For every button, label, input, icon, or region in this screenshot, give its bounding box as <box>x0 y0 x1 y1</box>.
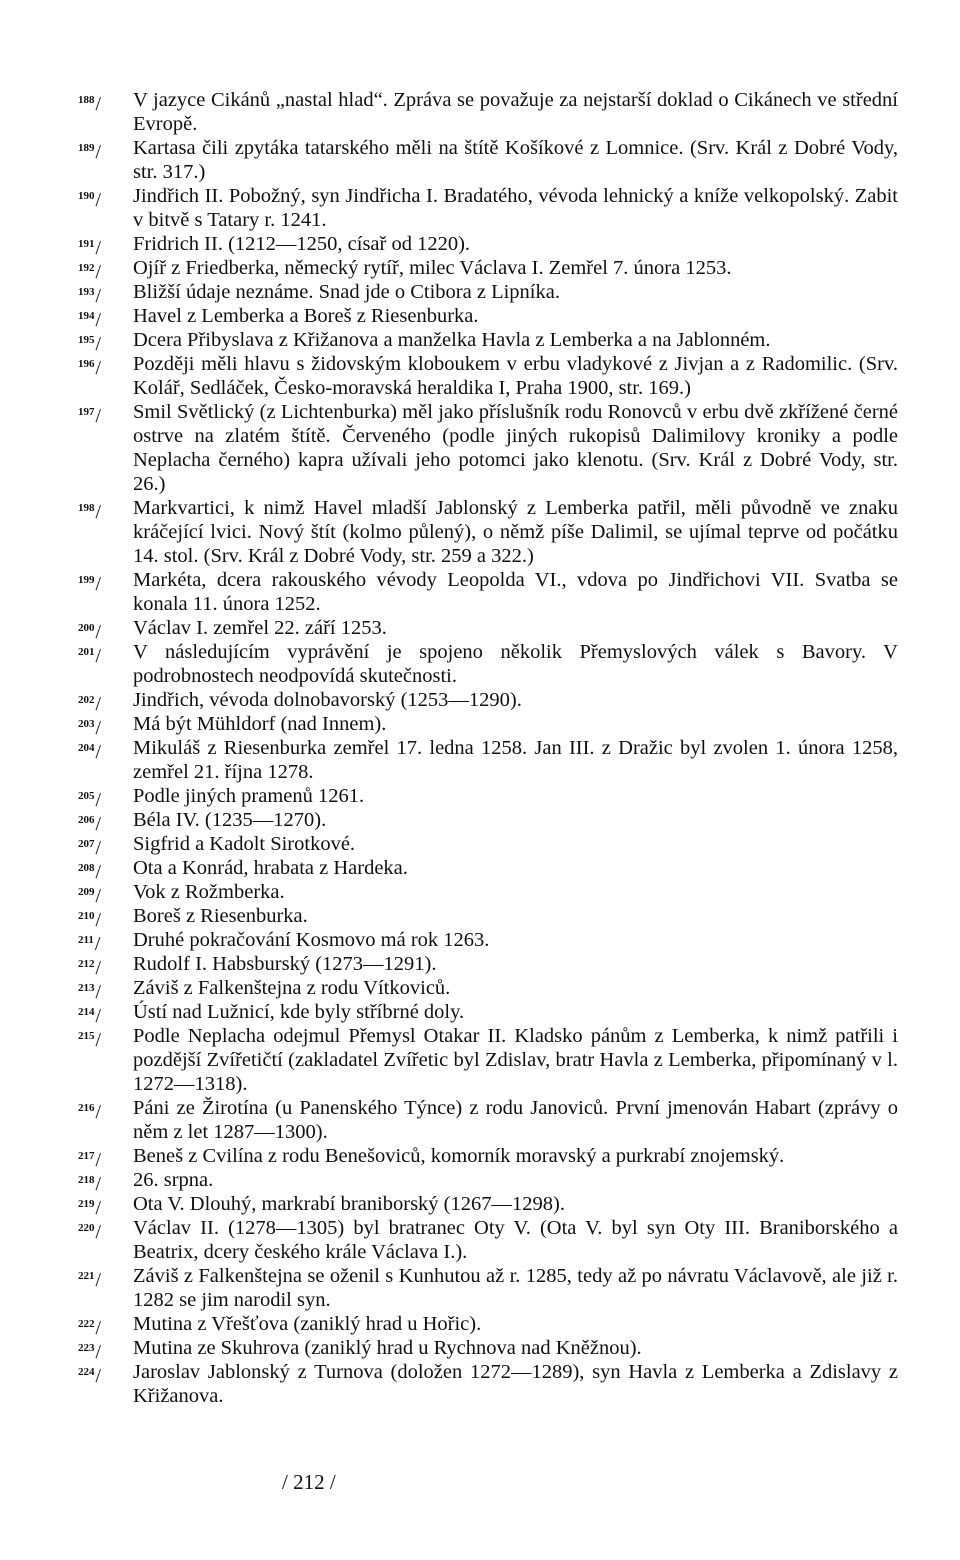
footnote-number: $^{216}$/ <box>78 1101 102 1123</box>
footnote-number-label: 215 <box>78 1030 95 1042</box>
footnote-text: Dcera Přibyslava z Křižanova a manželka Havla z Lemberka a na Jablonném. <box>133 329 771 351</box>
footnote-text: Páni ze Žirotína (u Panenského Týnce) z rodu Janoviců. První jmenován Habart (zprávy o něm z let 1287—1300). <box>133 1097 898 1143</box>
footnote-220 <box>0 1216 960 1264</box>
page <box>0 88 960 1408</box>
footnote-221 <box>0 1264 960 1312</box>
footnote-number-label: 205 <box>78 790 95 802</box>
footnote-193 <box>0 280 960 307</box>
footnote-209 <box>0 880 960 907</box>
footnote-number-label: 211 <box>78 934 94 946</box>
footnote-text: Jaroslav Jablonský z Turnova (doložen 1272—1289), syn Havla z Lemberka a Zdislavy z Křižanova. <box>133 1361 898 1407</box>
footnote-number-label: 194 <box>78 310 95 322</box>
footnote-text: Jindřich II. Pobožný, syn Jindřicha I. Bradatého, vévoda lehnický a kníže velkopolský. Zabit v bitvě s Tatary r. 1241. <box>133 185 898 231</box>
footnote-text: Později měli hlavu s židovským kloboukem v erbu vladykové z Jivjan a z Radomilic. (Srv. Kolář, Sedláček, Česko-moravská heraldika I, Praha 1900, str. 169.) <box>133 353 898 399</box>
footnote-text: Vok z Rožmberka. <box>133 881 285 903</box>
footnote-191 <box>0 232 960 259</box>
footnote-214 <box>0 1000 960 1027</box>
footnote-text: 26. srpna. <box>133 1169 214 1191</box>
footnote-199 <box>0 568 960 616</box>
footnote-number: $^{195}$/ <box>78 333 102 355</box>
footnote-211 <box>0 928 960 955</box>
footnote-number: $^{211}$/ <box>78 933 101 955</box>
footnote-number-label: 206 <box>78 814 95 826</box>
footnote-number-label: 203 <box>78 718 95 730</box>
footnote-text: Sigfrid a Kadolt Sirotkové. <box>133 833 356 855</box>
footnote-text: Markvartici, k nimž Havel mladší Jablonský z Lemberka patřil, měli původně ve znaku kráčející lvici. Nový štít (kolmo půlený), o němž píše Dalimil, se ujímal teprve od počátku 14. stol. (Srv. Král z Dobré Vody, str. 259 a 322.) <box>133 497 898 567</box>
footnote-number: $^{192}$/ <box>78 261 102 283</box>
footnote-text: Ojíř z Friedberka, německý rytíř, milec Václava I. Zemřel 7. února 1253. <box>133 257 732 279</box>
footnote-number: $^{189}$/ <box>78 141 102 163</box>
footnote-number: $^{222}$/ <box>78 1317 102 1339</box>
footnote-number: $^{218}$/ <box>78 1173 102 1195</box>
footnote-number: $^{214}$/ <box>78 1005 102 1027</box>
footnote-text: Havel z Lemberka a Boreš z Riesenburka. <box>133 305 479 327</box>
footnote-192 <box>0 256 960 283</box>
footnote-217 <box>0 1144 960 1171</box>
footnote-number: $^{204}$/ <box>78 741 102 763</box>
footnotes-list <box>0 88 960 1408</box>
footnote-number: $^{197}$/ <box>78 405 102 427</box>
footnote-205 <box>0 784 960 811</box>
footnote-text: Boreš z Riesenburka. <box>133 905 308 927</box>
footnote-190 <box>0 184 960 232</box>
footnote-number-label: 219 <box>78 1198 95 1210</box>
footnote-207 <box>0 832 960 859</box>
footnote-number: $^{198}$/ <box>78 501 102 523</box>
footnote-number: $^{209}$/ <box>78 885 102 907</box>
footnote-number: $^{213}$/ <box>78 981 102 1003</box>
footnote-number: $^{188}$/ <box>78 93 102 115</box>
footnote-196 <box>0 352 960 400</box>
footnote-222 <box>0 1312 960 1339</box>
footnote-text: Beneš z Cvilína z rodu Benešoviců, komorník moravský a purkrabí znojemský. <box>133 1145 785 1167</box>
footnote-text: Kartasa čili zpytáka tatarského měli na štítě Košíkové z Lomnice. (Srv. Král z Dobré Vody, str. 317.) <box>133 137 898 183</box>
footnote-number-label: 190 <box>78 190 95 202</box>
footnote-number: $^{203}$/ <box>78 717 102 739</box>
footnote-201 <box>0 640 960 688</box>
footnote-number-label: 216 <box>78 1102 95 1114</box>
footnote-number-label: 213 <box>78 982 95 994</box>
footnote-number: $^{194}$/ <box>78 309 102 331</box>
footnote-number-label: 214 <box>78 1006 95 1018</box>
footnote-text: Béla IV. (1235—1270). <box>133 809 327 831</box>
footnote-text: V následujícím vyprávění je spojeno několik Přemyslových válek s Bavory. V podrobnostech neodpovídá skutečnosti. <box>133 641 898 687</box>
footnote-text: Má být Mühldorf (nad Innem). <box>133 713 387 735</box>
footnote-number-label: 195 <box>78 334 95 346</box>
footnote-194 <box>0 304 960 331</box>
footnote-number: $^{207}$/ <box>78 837 102 859</box>
footnote-text: Záviš z Falkenštejna z rodu Vítkoviců. <box>133 977 451 999</box>
footnote-216 <box>0 1096 960 1144</box>
footnote-195 <box>0 328 960 355</box>
footnote-number-label: 204 <box>78 742 95 754</box>
footnote-number-label: 224 <box>78 1366 95 1378</box>
footnote-text: Jindřich, vévoda dolnobavorský (1253—1290). <box>133 689 522 711</box>
footnote-number-label: 210 <box>78 910 95 922</box>
footnote-number-label: 221 <box>78 1270 95 1282</box>
footnote-number: $^{210}$/ <box>78 909 102 931</box>
footnote-text: Ota V. Dlouhý, markrabí braniborský (1267—1298). <box>133 1193 565 1215</box>
footnote-number: $^{219}$/ <box>78 1197 102 1219</box>
footnote-number-label: 193 <box>78 286 95 298</box>
footnote-number: $^{200}$/ <box>78 621 102 643</box>
footnote-text: Mutina z Vřešťova (zaniklý hrad u Hořic). <box>133 1313 482 1335</box>
footnote-number-label: 207 <box>78 838 95 850</box>
footnote-197 <box>0 400 960 496</box>
footnote-text: Fridrich II. (1212—1250, císař od 1220). <box>133 233 471 255</box>
footnote-number-label: 196 <box>78 358 95 370</box>
footnote-189 <box>0 136 960 184</box>
footnote-number: $^{223}$/ <box>78 1341 102 1363</box>
footnote-text: Podle jiných pramenů 1261. <box>133 785 365 807</box>
page-number: / 212 / <box>282 1470 336 1494</box>
footnote-number-label: 217 <box>78 1150 95 1162</box>
footnote-number: $^{206}$/ <box>78 813 102 835</box>
footnote-number-label: 198 <box>78 502 95 514</box>
footnote-number: $^{205}$/ <box>78 789 102 811</box>
footnote-213 <box>0 976 960 1003</box>
footnote-224 <box>0 1360 960 1408</box>
footnote-text: Markéta, dcera rakouského vévody Leopolda VI., vdova po Jindřichovi VII. Svatba se konala 11. února 1252. <box>133 569 898 615</box>
footnote-number: $^{224}$/ <box>78 1365 102 1387</box>
footnote-208 <box>0 856 960 883</box>
footnote-198 <box>0 496 960 568</box>
footnote-number-label: 208 <box>78 862 95 874</box>
footnote-206 <box>0 808 960 835</box>
footnote-number: $^{199}$/ <box>78 573 102 595</box>
footnote-204 <box>0 736 960 784</box>
footnote-number: $^{215}$/ <box>78 1029 102 1051</box>
footnote-text: Podle Neplacha odejmul Přemysl Otakar II. Kladsko pánům z Lemberka, k nimž patřili i pozdější Zvířetičtí (zakladatel Zvířetic byl Zdislav, bratr Havla z Lemberka, připomínaný v l. 1272—1318). <box>133 1025 898 1095</box>
footnote-text: Záviš z Falkenštejna se oženil s Kunhutou až r. 1285, tedy až po návratu Václavově, ale již r. 1282 se jim narodil syn. <box>133 1265 898 1311</box>
footnote-text: V jazyce Cikánů „nastal hlad“. Zpráva se považuje za nejstarší doklad o Cikánech ve střední Evropě. <box>133 89 898 135</box>
footnote-text: Rudolf I. Habsburský (1273—1291). <box>133 953 437 975</box>
footnote-188 <box>0 88 960 136</box>
footnote-number: $^{221}$/ <box>78 1269 102 1291</box>
footnote-number: $^{217}$/ <box>78 1149 102 1171</box>
footnote-210 <box>0 904 960 931</box>
footnote-number-label: 200 <box>78 622 95 634</box>
footnote-text: Druhé pokračování Kosmovo má rok 1263. <box>133 929 490 951</box>
footnote-number-label: 222 <box>78 1318 95 1330</box>
footnote-number: $^{191}$/ <box>78 237 102 259</box>
footnote-text: Mutina ze Skuhrova (zaniklý hrad u Rychnova nad Kněžnou). <box>133 1337 642 1359</box>
footnote-text: Václav I. zemřel 22. září 1253. <box>133 617 387 639</box>
footnote-number-label: 218 <box>78 1174 95 1186</box>
footnote-number: $^{208}$/ <box>78 861 102 883</box>
footnote-number-label: 209 <box>78 886 95 898</box>
footnote-text: Ota a Konrád, hrabata z Hardeka. <box>133 857 408 879</box>
footnote-219 <box>0 1192 960 1219</box>
footnote-number: $^{202}$/ <box>78 693 102 715</box>
footnote-text: Václav II. (1278—1305) byl bratranec Oty V. (Ota V. byl syn Oty III. Braniborského a Beatrix, dcery českého krále Václava I.). <box>133 1217 898 1263</box>
footnote-number: $^{190}$/ <box>78 189 102 211</box>
footnote-number-label: 201 <box>78 646 95 658</box>
footnote-203 <box>0 712 960 739</box>
footnote-text: Ústí nad Lužnicí, kde byly stříbrné doly. <box>133 1001 465 1023</box>
footnote-text: Mikuláš z Riesenburka zemřel 17. ledna 1258. Jan III. z Dražic byl zvolen 1. února 1258, zemřel 21. října 1278. <box>133 737 898 783</box>
footnote-number-label: 199 <box>78 574 95 586</box>
footnote-number: $^{193}$/ <box>78 285 102 307</box>
footnote-number: $^{220}$/ <box>78 1221 102 1243</box>
footnote-215 <box>0 1024 960 1096</box>
footnote-212 <box>0 952 960 979</box>
footnote-200 <box>0 616 960 643</box>
footnote-number: $^{196}$/ <box>78 357 102 379</box>
footnote-number-label: 197 <box>78 406 95 418</box>
footnote-number-label: 191 <box>78 238 95 250</box>
footnote-number-label: 220 <box>78 1222 95 1234</box>
footnote-text: Smil Světlický (z Lichtenburka) měl jako příslušník rodu Ronovců v erbu dvě zkřížené černé ostrve na zlatém štítě. Červeného (podle jiných rukopisů Dalimilovy kroniky a podle Neplacha černého) kapra užívali jeho potomci jako klenotu. (Srv. Král z Dobré Vody, str. 26.) <box>133 401 898 495</box>
footnote-number-label: 188 <box>78 94 95 106</box>
footnote-number: $^{212}$/ <box>78 957 102 979</box>
footnote-218 <box>0 1168 960 1195</box>
footnote-number: $^{201}$/ <box>78 645 102 667</box>
footnote-223 <box>0 1336 960 1363</box>
footnote-number-label: 192 <box>78 262 95 274</box>
footnote-number-label: 189 <box>78 142 95 154</box>
footnote-202 <box>0 688 960 715</box>
footnote-text: Bližší údaje neznáme. Snad jde o Ctibora z Lipníka. <box>133 281 560 303</box>
footnote-number-label: 202 <box>78 694 95 706</box>
footnote-number-label: 223 <box>78 1342 95 1354</box>
footnote-number-label: 212 <box>78 958 95 970</box>
